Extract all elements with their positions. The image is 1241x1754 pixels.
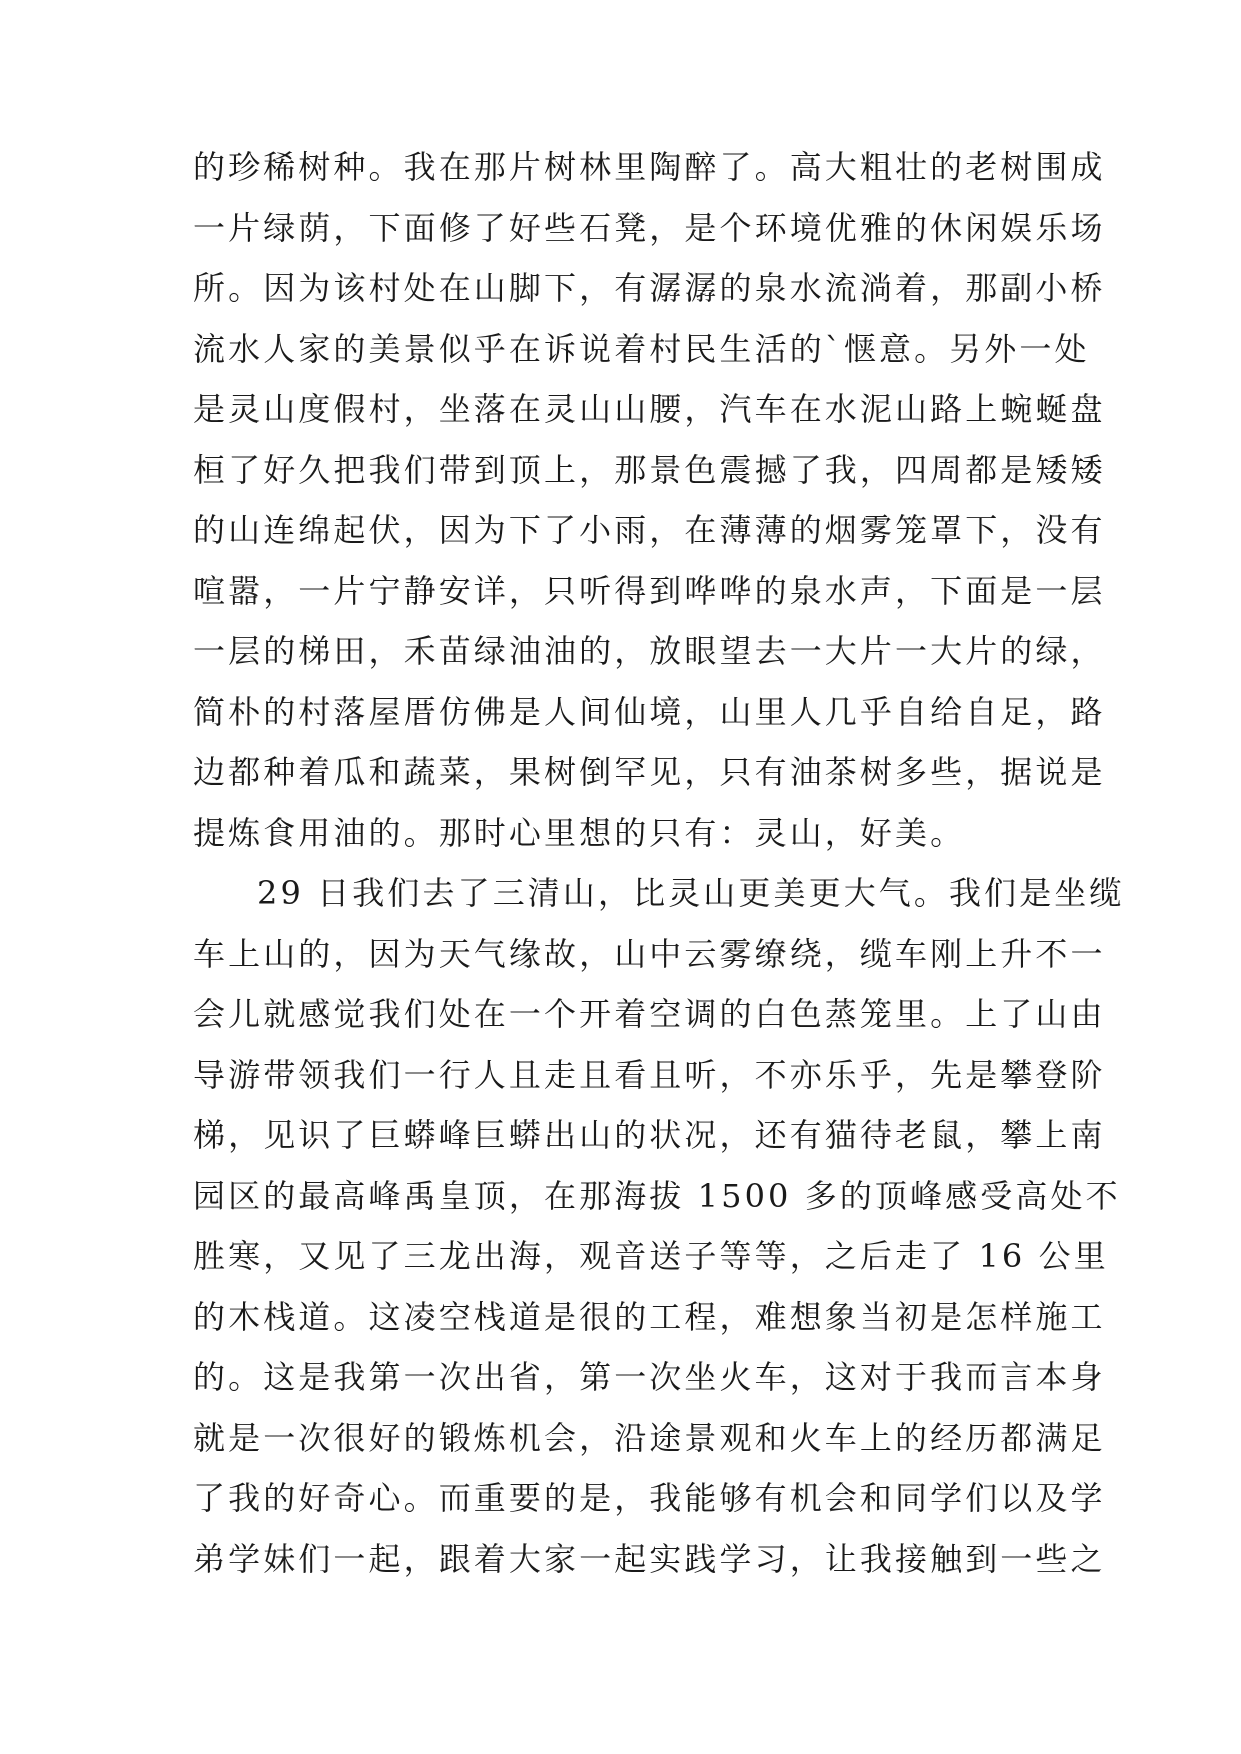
text-line: 一层的梯田，禾苗绿油油的，放眼望去一大片一大片的绿， — [193, 632, 1106, 670]
text-line: 弟学妹们一起，跟着大家一起实践学习，让我接触到一些之 — [193, 1539, 1106, 1578]
text-line: 边都种着瓜和蔬菜，果树倒罕见，只有油茶树多些，据说是 — [193, 753, 1106, 791]
text-line: 园区的最高峰禹皇顶，在那海拔 1500 多的顶峰感受高处不 — [193, 1176, 1121, 1215]
text-line: 车上山的，因为天气缘故，山中云雾缭绕，缆车刚上升不一 — [193, 934, 1106, 973]
text-line: 的。这是我第一次出省，第一次坐火车，这对于我而言本身 — [193, 1358, 1106, 1396]
text-line: 就是一次很好的锻炼机会，沿途景观和火车上的经历都满足 — [193, 1418, 1106, 1457]
paragraph-first-line: 29 日我们去了三清山，比灵山更美更大气。我们是坐缆 — [257, 874, 1125, 912]
text-line: 的山连绵起伏，因为下了小雨，在薄薄的烟雾笼罩下，没有 — [193, 511, 1106, 549]
body-text — [193, 137, 1125, 1589]
text-line: 的珍稀树种。我在那片树林里陶醉了。高大粗壮的老树围成 — [193, 148, 1106, 186]
text-line: 会儿就感觉我们处在一个开着空调的白色蒸笼里。上了山由 — [193, 995, 1106, 1033]
text-line: 是灵山度假村，坐落在灵山山腰，汽车在水泥山路上蜿蜒盘 — [193, 390, 1106, 428]
text-line: 喧嚣，一片宁静安详，只听得到哗哗的泉水声，下面是一层 — [193, 571, 1106, 610]
text-line: 提炼食用油的。那时心里想的只有：灵山，好美。 — [193, 813, 966, 852]
text-line: 桓了好久把我们带到顶上，那景色震撼了我，四周都是矮矮 — [193, 450, 1106, 489]
text-line: 胜寒，又见了三龙出海，观音送子等等，之后走了 16 公里 — [193, 1237, 1109, 1275]
text-line: 导游带领我们一行人且走且看且听，不亦乐乎，先是攀登阶 — [193, 1055, 1106, 1094]
text-line: 了我的好奇心。而重要的是，我能够有机会和同学们以及学 — [193, 1479, 1106, 1517]
text-line: 流水人家的美景似乎在诉说着村民生活的`惬意。另外一处 — [193, 329, 1090, 368]
text-line: 简朴的村落屋厝仿佛是人间仙境，山里人几乎自给自足，路 — [193, 692, 1106, 731]
text-line: 所。因为该村处在山脚下，有潺潺的泉水流淌着，那副小桥 — [193, 269, 1106, 307]
text-line: 一片绿荫，下面修了好些石凳，是个环境优雅的休闲娱乐场 — [193, 208, 1106, 247]
text-line: 的木栈道。这凌空栈道是很的工程，难想象当初是怎样施工 — [193, 1297, 1106, 1336]
text-line: 梯，见识了巨蟒峰巨蟒出山的状况，还有猫待老鼠，攀上南 — [193, 1116, 1106, 1154]
